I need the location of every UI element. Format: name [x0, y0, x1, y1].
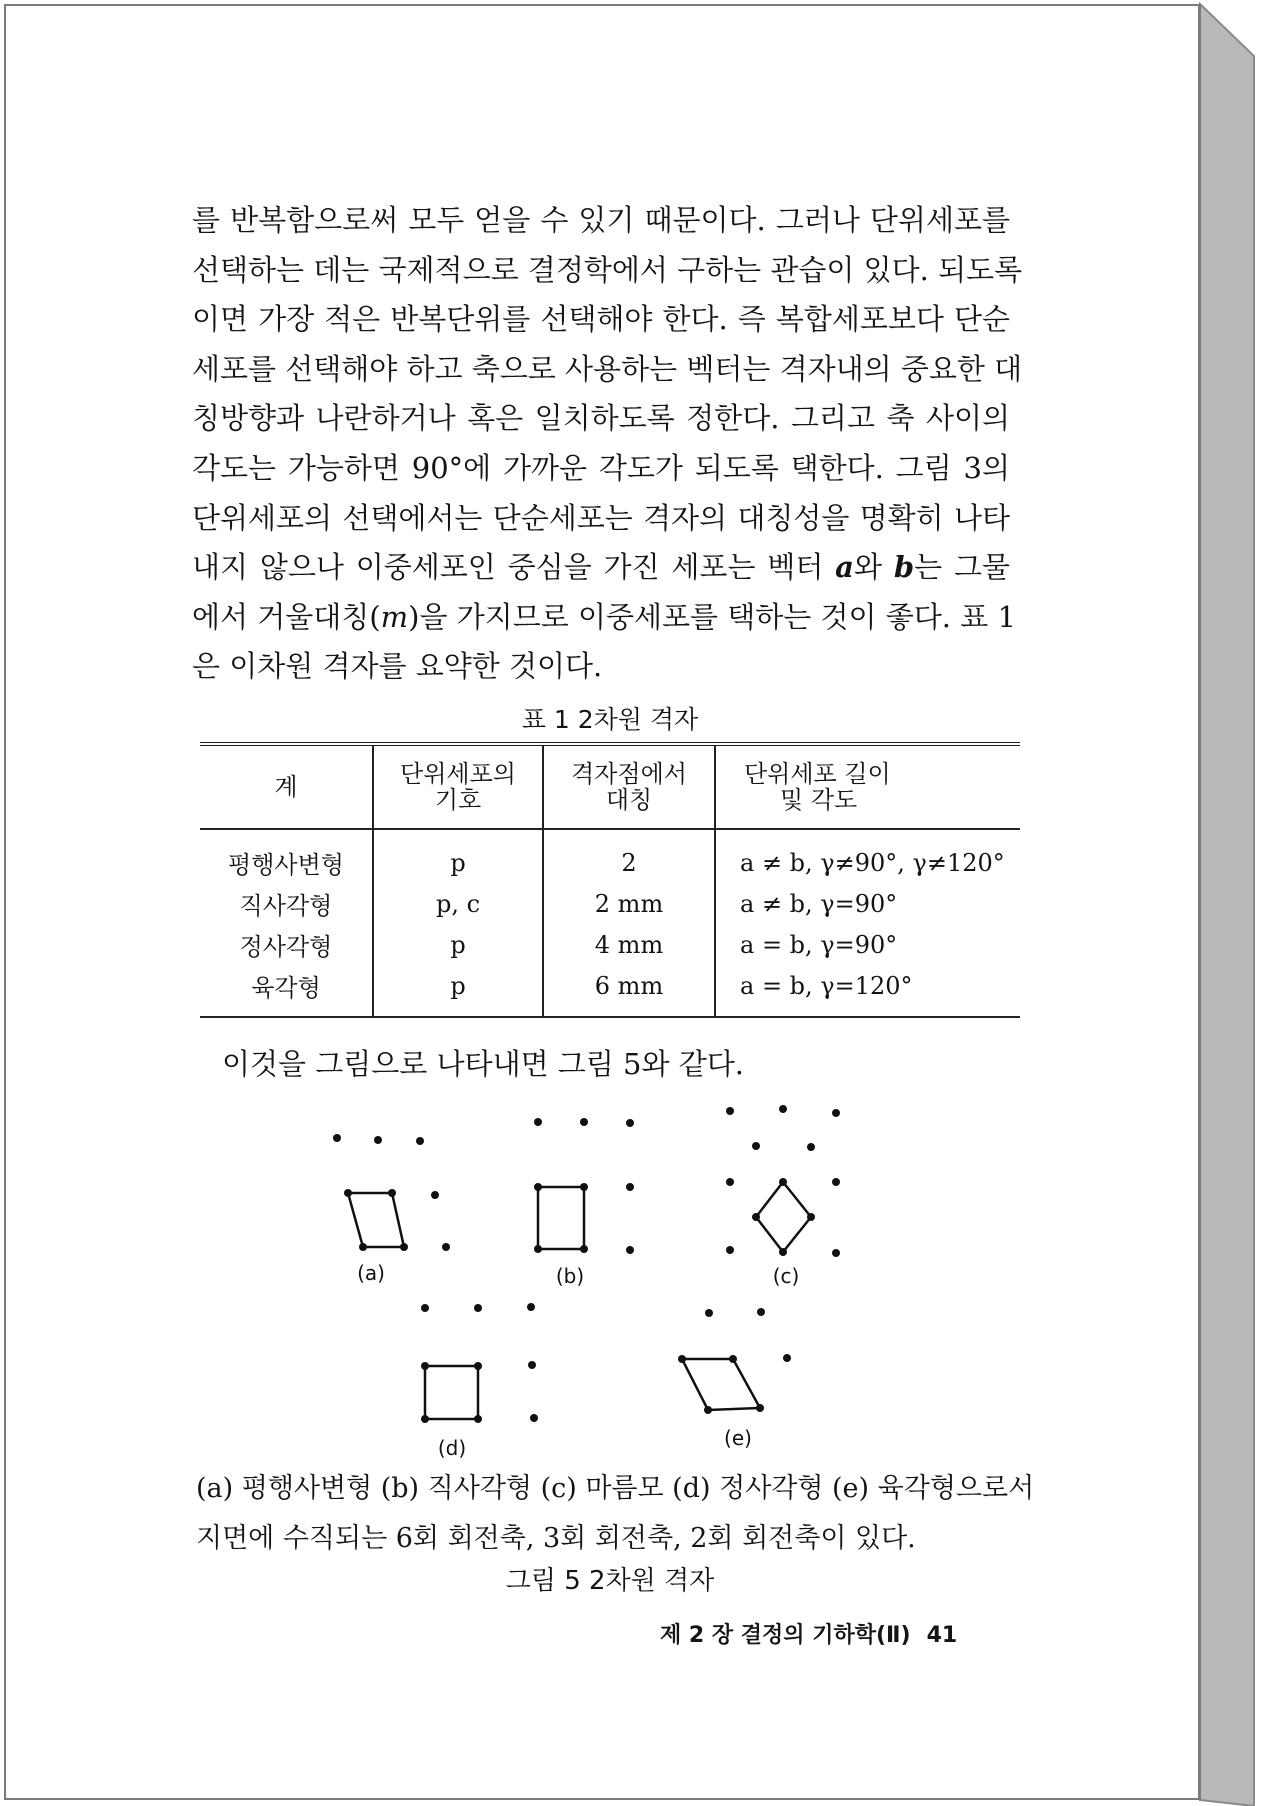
cell-symmetry: 4 mm [543, 924, 715, 965]
cell-symmetry: 6 mm [543, 965, 715, 1017]
vector-a: a [835, 550, 854, 585]
figure-intro: 이것을 그림으로 나타내면 그림 5와 같다. [222, 1047, 744, 1081]
cell-condition: a ≠ b, γ≠90°, γ≠120° [715, 829, 1020, 883]
cell-system: 정사각형 [239, 933, 333, 961]
figure-label-d: (d) [437, 1436, 467, 1460]
body-line: 세포를 선택해야 하고 축으로 사용하는 벡터는 격자내의 중요한 대 [192, 351, 1023, 386]
running-footer [660, 1618, 957, 1649]
header-symbol: 단위세포의 기호 [373, 744, 543, 829]
unit-cell-e [682, 1359, 760, 1410]
cell-symbol: p [373, 924, 543, 965]
unit-cell-b [538, 1187, 584, 1249]
figure-description-line: (a) 평행사변형 (b) 직사각형 (c) 마름모 (d) 정사각형 (e) 육각형으로서 [196, 1473, 1035, 1504]
cell-symmetry: 2 mm [543, 883, 715, 924]
figure-description-line: 지면에 수직되는 6회 회전축, 3회 회전축, 2회 회전축이 있다. [196, 1523, 916, 1554]
body-line: 선택하는 데는 국제적으로 결정학에서 구하는 관습이 있다. 되도록 [192, 252, 1023, 287]
body-line: 이면 가장 적은 반복단위를 선택해야 한다. 즉 복합세포보다 단순 [192, 302, 1010, 337]
figure-title: 그림 5 2차원 격자 [505, 1566, 715, 1596]
cell-symmetry: 2 [543, 829, 715, 883]
cell-system: 평행사변형 [228, 851, 344, 879]
chapter-title: 제 2 장 결정의 기하학(Ⅱ) [660, 1623, 911, 1648]
header-symmetry: 격자점에서 대칭 [543, 744, 715, 829]
figure-label-b: (b) [555, 1264, 585, 1288]
cell-symbol: p, c [373, 883, 543, 924]
figure-description [196, 1464, 1035, 1564]
unit-cell-a [348, 1193, 404, 1247]
vector-b: b [893, 550, 915, 585]
header-system: 계 [200, 744, 373, 829]
cell-system: 직사각형 [239, 892, 333, 920]
cell-condition: a = b, γ=90° [715, 924, 1020, 965]
body-line: 은 이차원 격자를 요약한 것이다. [192, 649, 603, 684]
unit-cell-d [425, 1366, 478, 1419]
figure-label-c: (c) [772, 1264, 800, 1288]
mirror-symbol: m [380, 599, 409, 634]
lattice-d-points [421, 1303, 538, 1423]
cell-condition: a = b, γ=120° [715, 965, 1020, 1017]
page-number: 41 [926, 1623, 958, 1648]
table-caption: 표 1 2차원 격자 [521, 705, 699, 734]
cell-symbol: p [373, 829, 543, 883]
figure-label-a: (a) [357, 1261, 385, 1285]
cell-system: 육각형 [251, 974, 321, 1002]
body-line: 칭방향과 나란하거나 혹은 일치하도록 정한다. 그리고 축 사이의 [192, 401, 1010, 436]
body-line: 내지 않으나 이중세포인 중심을 가진 세포는 벡터 a와 b는 그물 [192, 550, 1010, 585]
header-condition: 단위세포 길이 및 각도 [715, 744, 1020, 829]
body-line: 단위세포의 선택에서는 단순세포는 격자의 대칭성을 명확히 나타 [192, 500, 1010, 535]
cell-condition: a ≠ b, γ=90° [715, 883, 1020, 924]
body-line: 각도는 가능하면 90°에 가까운 각도가 되도록 택한다. 그림 3의 [192, 450, 1010, 485]
body-line: 에서 거울대칭(m)을 가지므로 이중세포를 택하는 것이 좋다. 표 1 [192, 599, 1016, 634]
cell-symbol: p [373, 965, 543, 1017]
body-line: 를 반복함으로써 모두 얻을 수 있기 때문이다. 그러나 단위세포를 [192, 203, 1010, 237]
figure-label-e: (e) [724, 1426, 752, 1450]
unit-cell-c [756, 1182, 811, 1252]
